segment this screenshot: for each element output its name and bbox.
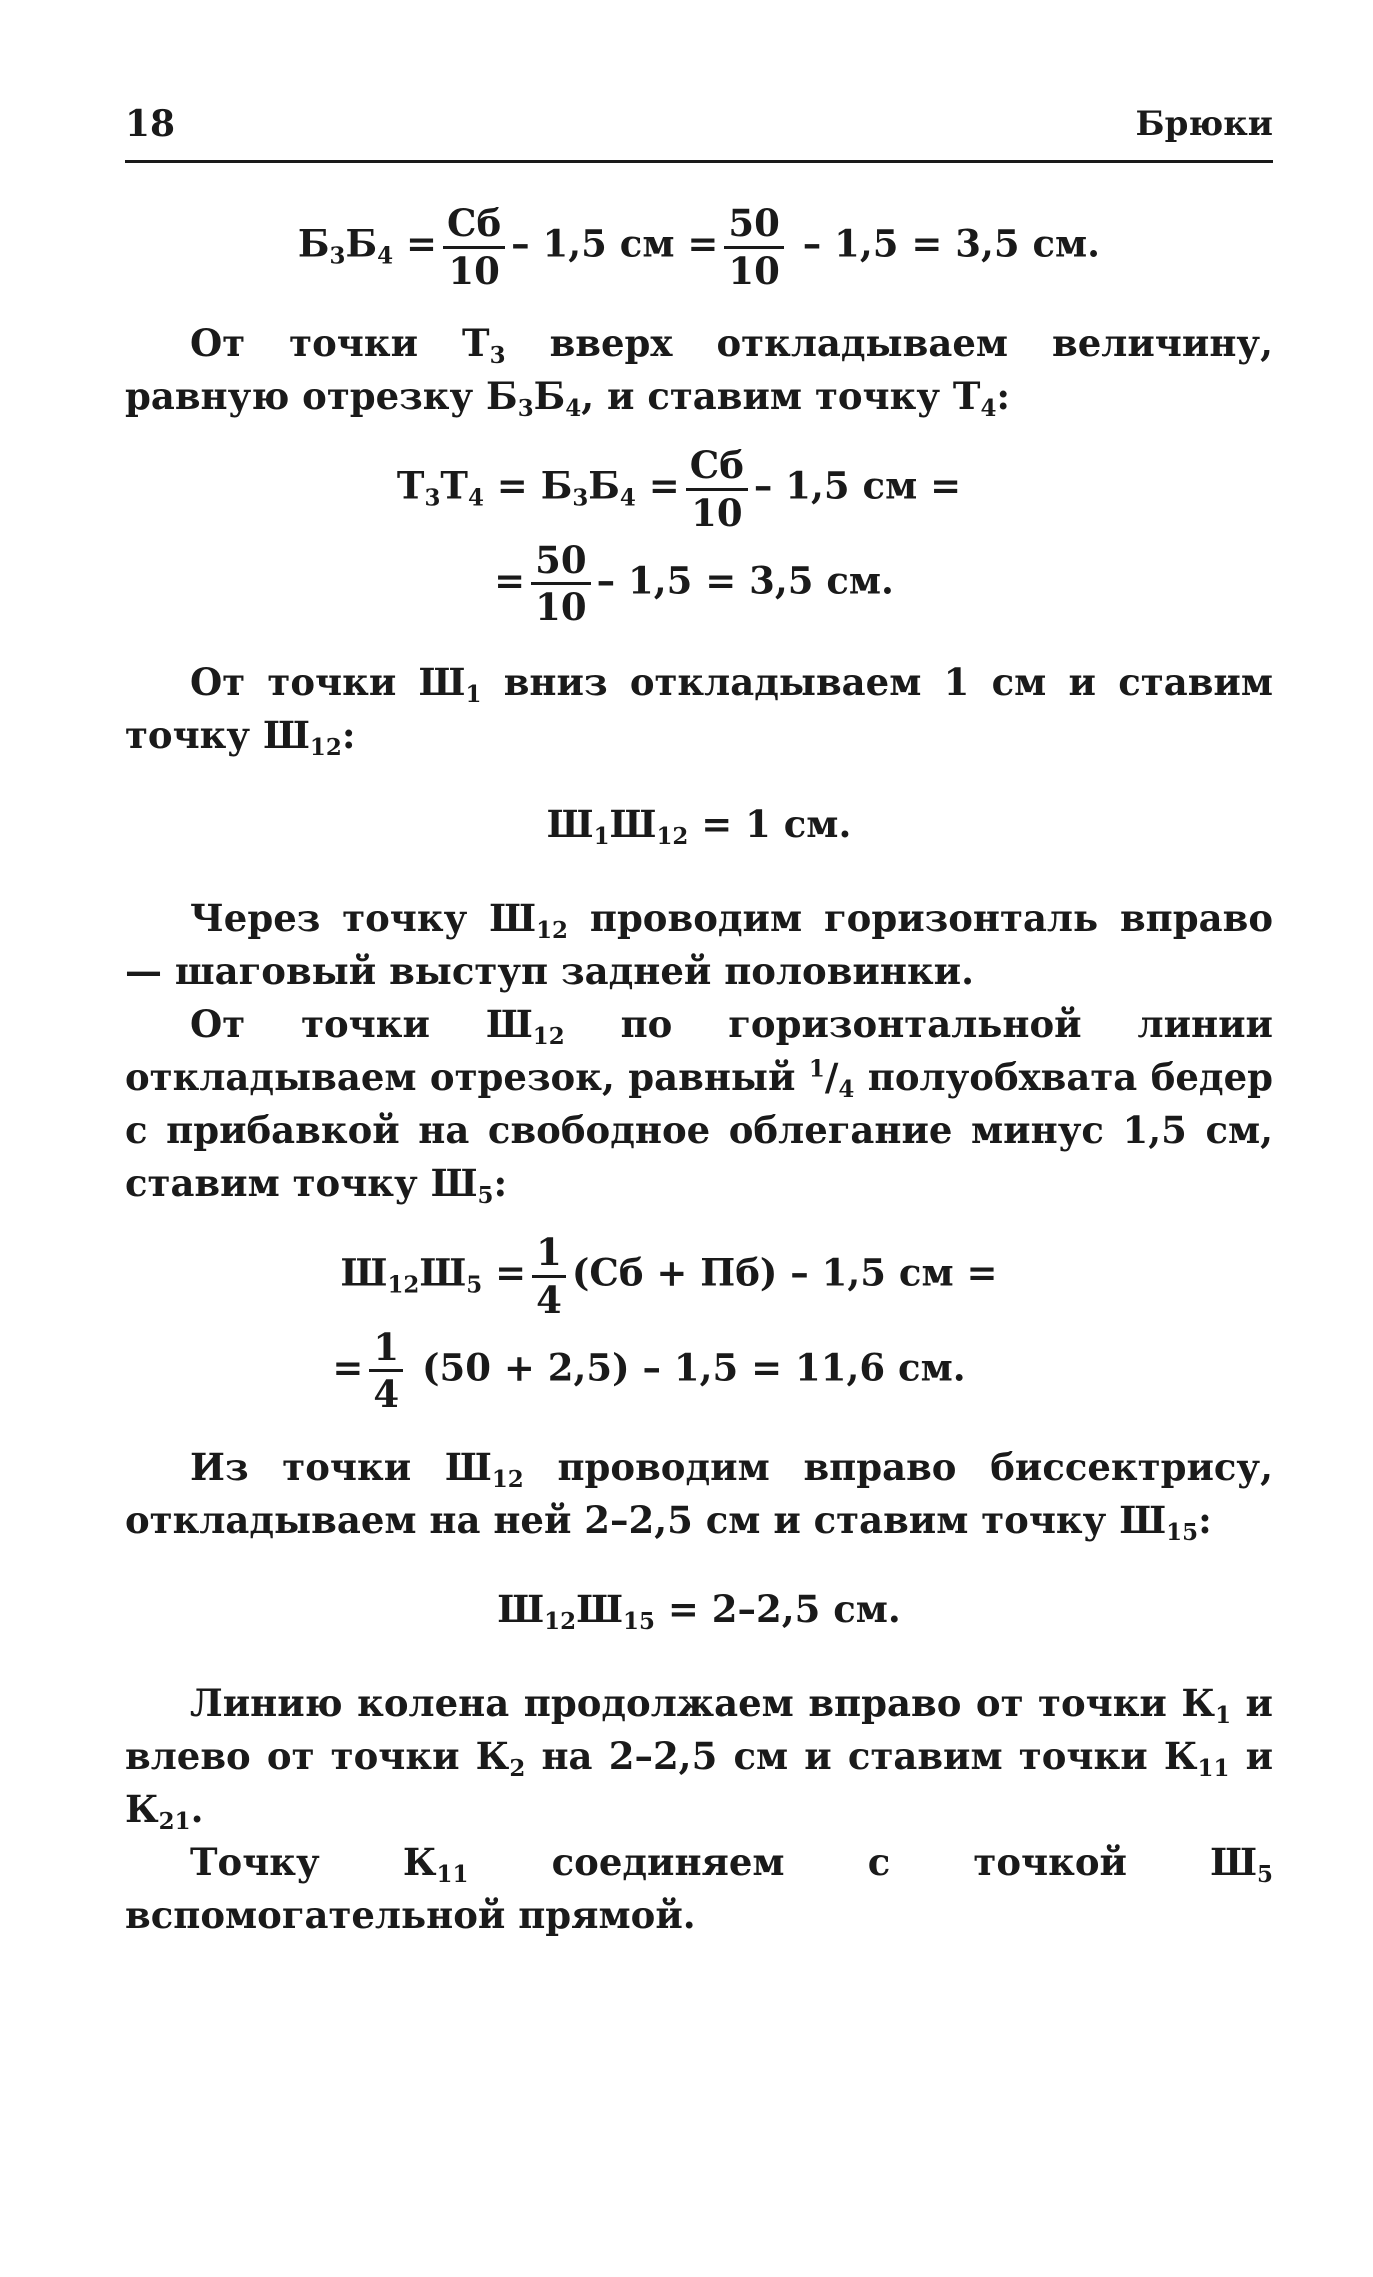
subscript: 21 (158, 1807, 191, 1835)
paragraph-sh15 (125, 1441, 1273, 1547)
symbol: Ш (576, 1586, 624, 1631)
symbol: Ш (546, 802, 594, 847)
symbol: Ш (609, 802, 657, 847)
subscript: 3 (572, 484, 589, 512)
text: полуобхвата бедер с прибавкой на свободное облегание минус 1,5 см, ставим точку Ш (125, 1055, 1273, 1206)
paragraph-k11-sh5 (125, 1836, 1273, 1942)
equals-sign: = (494, 558, 526, 603)
formula-line (125, 1586, 1273, 1635)
text: Линию колена продолжаем вправо от точки К (190, 1680, 1216, 1725)
subscript: 4 (467, 484, 484, 512)
paragraph-sh5 (125, 998, 1273, 1210)
paragraph-horizontal (125, 892, 1273, 998)
fraction-denominator: 10 (691, 491, 743, 536)
fraction (443, 203, 505, 291)
text: От точки Т (190, 321, 490, 366)
symbol: Ш (497, 1586, 545, 1631)
subscript: 4 (377, 242, 394, 270)
section-title: Брюки (1135, 104, 1273, 144)
subscript: 4 (619, 484, 636, 512)
text: вверх откладываем величину, равную отрезку Б (125, 321, 1273, 419)
text: вспомогательной прямой. (125, 1892, 696, 1937)
text: и влево от точки К (125, 1680, 1273, 1778)
inline-fraction (808, 1055, 855, 1103)
subscript: 1 (1215, 1701, 1232, 1729)
subscript: 5 (466, 1271, 483, 1299)
fraction (532, 1232, 566, 1320)
formula-line (95, 1232, 1243, 1320)
text: : (493, 1161, 508, 1206)
fraction-denominator: 10 (448, 248, 500, 293)
text: Точку К (190, 1839, 437, 1884)
running-head (125, 100, 1273, 163)
formula-line (125, 203, 1273, 291)
formula-text: – 1,5 см = (511, 221, 719, 266)
text: на 2–2,5 см и ставим точки К (525, 1733, 1198, 1778)
subscript: 15 (1166, 1518, 1199, 1546)
fraction (369, 1324, 403, 1417)
fraction-numerator: 50 (531, 540, 591, 586)
fraction (531, 537, 591, 630)
formula-text: – 1,5 = 3,5 см. (802, 221, 1101, 266)
book-page (125, 100, 1273, 1942)
formula-text: = 1 см. (688, 802, 852, 847)
fraction-numerator: Сб (686, 445, 748, 491)
formula-sh12sh5 (125, 1232, 1273, 1415)
fraction-denominator: 10 (728, 248, 780, 293)
subscript: 1 (593, 823, 610, 850)
equals-sign: = (483, 464, 541, 509)
formula-line (125, 802, 1273, 850)
text: и К (125, 1733, 1274, 1831)
subscript: 12 (544, 1607, 577, 1635)
formula-b3b4 (125, 203, 1273, 291)
text: : (1198, 1497, 1212, 1542)
equals-sign: = (635, 464, 680, 509)
subscript: 1 (465, 681, 482, 708)
subscript: 12 (536, 917, 568, 944)
subscript: 3 (329, 242, 346, 270)
symbol: Б (588, 464, 620, 509)
text: проводим горизонталь вправо — шаговый выступ задней половинки. (125, 896, 1273, 994)
formula-text: – 1,5 см = (753, 464, 962, 509)
symbol: Ш (340, 1250, 388, 1295)
subscript: 11 (436, 1860, 469, 1888)
paragraph-knee-line (125, 1677, 1273, 1836)
subscript: 3 (517, 395, 534, 423)
text: соединяем с точкой Ш (468, 1839, 1258, 1884)
text: Из точки Ш (190, 1444, 492, 1489)
text: , и ставим точку Т (581, 374, 981, 419)
equals-sign: = (482, 1250, 527, 1295)
symbol: Б (540, 464, 573, 509)
symbol: Ш (419, 1250, 467, 1295)
subscript: 4 (980, 395, 997, 423)
subscript: 12 (532, 1023, 565, 1050)
formula-sh12sh15 (125, 1586, 1273, 1635)
superscript: 1 (808, 1055, 825, 1083)
subscript: 5 (477, 1182, 494, 1209)
subscript: 15 (623, 1607, 655, 1635)
text: вниз откладываем 1 см и ставим точку Ш (125, 660, 1273, 758)
text: по горизонтальной линии откладываем отрезок, равный (125, 1002, 1274, 1100)
paragraph-t4 (125, 317, 1273, 423)
equals-sign: = (406, 221, 438, 266)
subscript: 3 (489, 342, 506, 370)
text: : (996, 374, 1011, 419)
fraction-slash: / (824, 1055, 839, 1100)
symbol: Б (345, 221, 378, 266)
fraction-denominator: 4 (536, 1277, 562, 1322)
text: От точки Ш (190, 1002, 533, 1047)
fraction-numerator: 1 (532, 1232, 566, 1278)
fraction-numerator: Сб (443, 203, 505, 249)
text: От точки Ш (190, 660, 466, 705)
page-number: 18 (125, 103, 176, 145)
formula-text: = 2–2,5 см. (654, 1586, 901, 1631)
formula-line (120, 537, 1268, 630)
text: проводим вправо биссектрису, откладываем на ней 2–2,5 см и ставим точку Ш (125, 1444, 1273, 1542)
subscript: 4 (565, 395, 582, 423)
text: Б (533, 374, 566, 419)
fraction-denominator: 4 (373, 1372, 400, 1417)
text: . (190, 1786, 204, 1831)
formula-line (105, 443, 1253, 536)
subscript: 12 (387, 1271, 420, 1299)
subscript: 5 (1257, 1860, 1273, 1888)
formula-text: (Сб + Пб) – 1,5 см = (571, 1250, 998, 1295)
text: : (341, 713, 356, 758)
formula-t3t4 (125, 445, 1273, 628)
formula-text: – 1,5 = 3,5 см. (596, 558, 894, 603)
paragraph-sh12 (125, 656, 1273, 762)
fraction (686, 443, 748, 536)
symbol: Т (396, 464, 425, 509)
fraction (724, 203, 784, 291)
subscript: 12 (656, 823, 689, 850)
subscript: 2 (509, 1754, 526, 1782)
equals-sign: = (332, 1345, 364, 1390)
subscript: 4 (838, 1076, 855, 1103)
subscript: 11 (1197, 1754, 1230, 1782)
formula-sh1sh12 (125, 802, 1273, 850)
symbol: Б (297, 221, 330, 266)
fraction-numerator: 1 (369, 1327, 403, 1373)
subscript: 12 (491, 1465, 524, 1493)
text: Через точку Ш (190, 896, 537, 941)
fraction-numerator: 50 (724, 203, 784, 249)
symbol: Т (440, 464, 468, 509)
subscript: 12 (309, 734, 342, 761)
formula-line (75, 1324, 1223, 1417)
fraction-denominator: 10 (535, 585, 587, 630)
subscript: 3 (424, 484, 441, 512)
formula-text: (50 + 2,5) – 1,5 = 11,6 см. (409, 1345, 966, 1390)
